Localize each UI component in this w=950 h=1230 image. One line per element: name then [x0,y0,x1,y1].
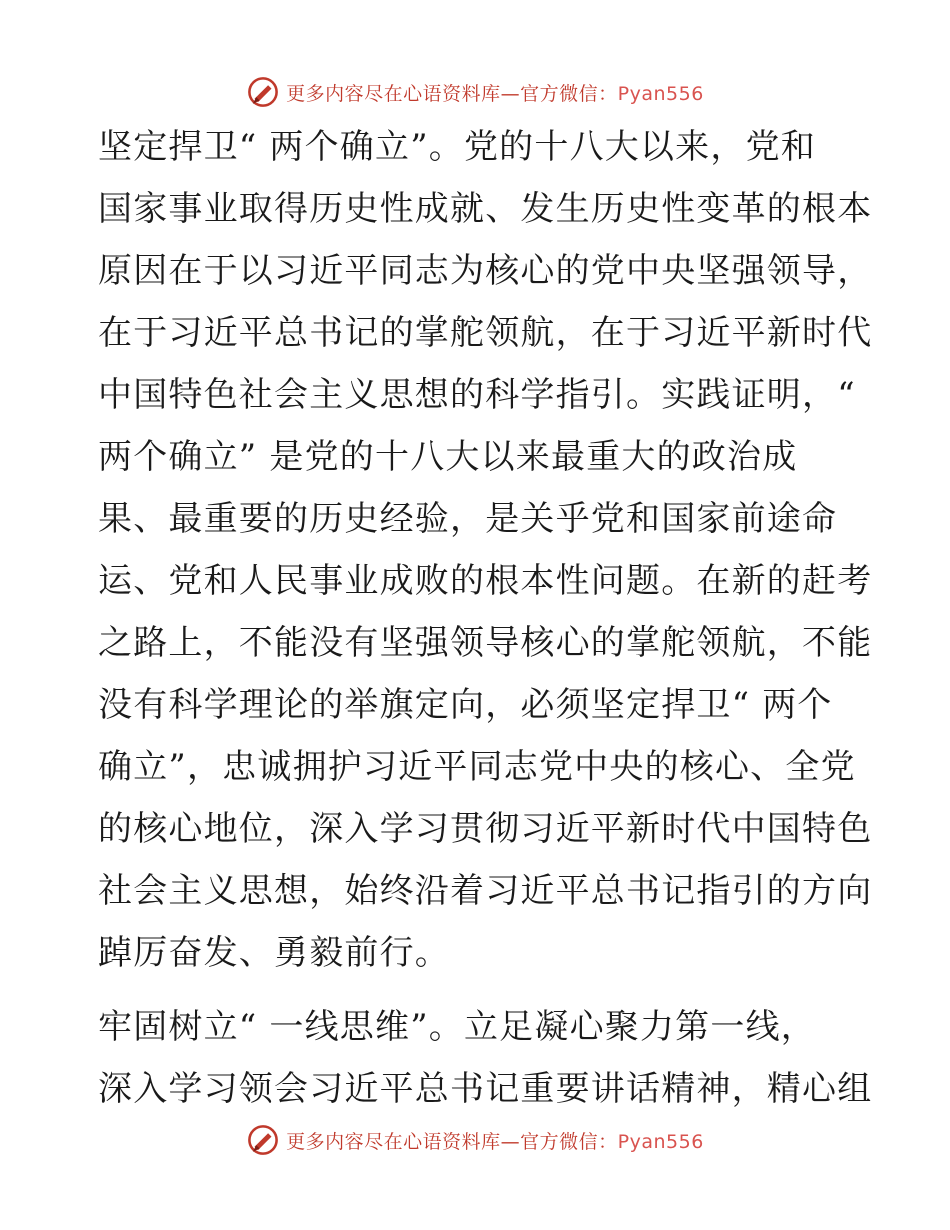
pen-logo-icon [246,75,280,109]
text-line: 坚定捍卫“ 两个确立”。党的十八大以来，党和 [98,127,816,167]
pen-logo-icon [246,1123,280,1157]
text-line: 的核心地位，深入学习贯彻习近平新时代中国特色 [98,809,873,849]
document-body [98,116,873,1120]
footer-banner-inner [246,1123,704,1157]
footer-banner-text [286,1127,704,1154]
header-banner [0,72,950,112]
footer-wechat-id: Pyan556 [617,1130,704,1153]
text-line: 踔厉奋发、勇毅前行。 [98,933,450,973]
paragraph-1 [98,116,873,984]
text-line: 没有科学理论的举旗定向，必须坚定捍卫“ 两个 [98,685,833,725]
header-banner-text [286,79,704,106]
text-line: 深入学习领会习近平总书记重要讲话精神，精心组 [98,1069,873,1109]
text-line: 原因在于以习近平同志为核心的党中央坚强领导， [98,251,873,291]
footer-banner [0,1120,950,1160]
paragraph-2 [98,996,873,1120]
text-line: 果、最重要的历史经验，是关乎党和国家前途命 [98,499,838,539]
header-banner-inner [246,75,704,109]
text-line: 两个确立” 是党的十八大以来最重大的政治成 [98,437,798,477]
text-line: 确立”，忠诚拥护习近平同志党中央的核心、全党 [98,747,856,787]
header-banner-label: 更多内容尽在心语资料库—官方微信： [286,82,618,105]
text-line: 社会主义思想，始终沿着习近平总书记指引的方向 [98,871,873,911]
text-line: 运、党和人民事业成败的根本性问题。在新的赶考 [98,561,873,601]
footer-banner-label: 更多内容尽在心语资料库—官方微信： [286,1130,618,1153]
text-line: 之路上，不能没有坚强领导核心的掌舵领航，不能 [98,623,873,663]
text-line: 国家事业取得历史性成就、发生历史性变革的根本 [98,189,873,229]
header-wechat-id: Pyan556 [617,82,704,105]
text-line: 在于习近平总书记的掌舵领航，在于习近平新时代 [98,313,873,353]
text-line: 牢固树立“ 一线思维”。立足凝心聚力第一线， [98,1007,816,1047]
text-line: 中国特色社会主义思想的科学指引。实践证明，“ [98,375,856,415]
